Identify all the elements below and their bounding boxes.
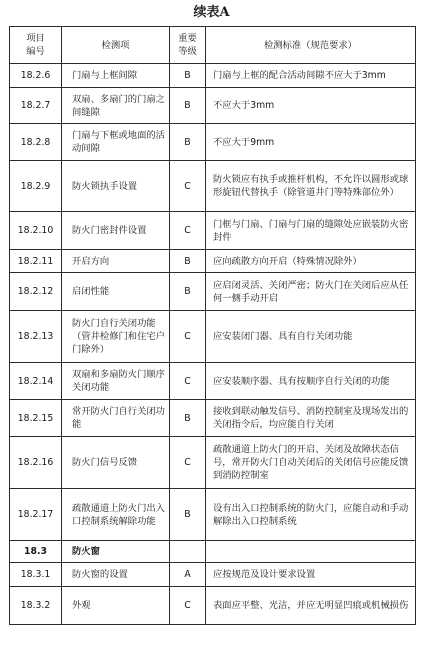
cell-importance-level: C <box>170 437 206 489</box>
header-item-number <box>10 27 62 64</box>
cell-inspection-item: 防火门信号反馈 <box>62 437 170 489</box>
cell-inspection-item: 门扇与下框或地面的活动间隙 <box>62 124 170 161</box>
cell-inspection-standard: 应按规范及设计要求设置 <box>206 563 416 587</box>
cell-item-number: 18.2.13 <box>10 311 62 363</box>
cell-inspection-standard: 应启闭灵活、关闭严密；防火门在关闭后应从任何一侧手动开启 <box>206 273 416 311</box>
cell-inspection-standard: 防火锁应有执手或推杆机构，不允许以圆形或球形旋钮代替执手（除管道井门等特殊部位外） <box>206 161 416 212</box>
cell-item-number: 18.2.8 <box>10 124 62 161</box>
cell-importance-level: B <box>170 250 206 273</box>
cell-importance-level: B <box>170 88 206 124</box>
table-row <box>10 161 416 212</box>
cell-importance-level: B <box>170 273 206 311</box>
cell-item-number: 18.2.17 <box>10 489 62 541</box>
cell-item-number: 18.3 <box>10 541 62 563</box>
header-inspection-standard: 检测标准（规范要求） <box>206 27 416 64</box>
cell-inspection-item: 防火门密封件设置 <box>62 212 170 250</box>
cell-item-number: 18.2.15 <box>10 400 62 437</box>
cell-importance-level: A <box>170 563 206 587</box>
table-row <box>10 363 416 400</box>
cell-inspection-item: 启闭性能 <box>62 273 170 311</box>
table-row <box>10 273 416 311</box>
inspection-table <box>9 26 416 625</box>
cell-inspection-item: 常开防火门自行关闭功能 <box>62 400 170 437</box>
cell-importance-level: C <box>170 212 206 250</box>
cell-item-number: 18.2.6 <box>10 64 62 88</box>
cell-inspection-standard: 疏散通道上防火门的开启、关闭及故障状态信号，常开防火门自动关闭后的关闭信号应能反馈到消防控制室 <box>206 437 416 489</box>
cell-inspection-standard: 应安装顺序器、具有按顺序自行关闭的功能 <box>206 363 416 400</box>
cell-inspection-item: 双扇、多扇门的门扇之间缝隙 <box>62 88 170 124</box>
cell-inspection-item: 防火窗 <box>62 541 170 563</box>
table-row <box>10 563 416 587</box>
cell-inspection-item: 外观 <box>62 587 170 625</box>
table-header-row <box>10 27 416 64</box>
cell-item-number: 18.2.11 <box>10 250 62 273</box>
section-row <box>10 541 416 563</box>
cell-importance-level: C <box>170 311 206 363</box>
cell-importance-level: C <box>170 363 206 400</box>
cell-importance-level: B <box>170 64 206 88</box>
table-row <box>10 437 416 489</box>
table-row <box>10 64 416 88</box>
table-row <box>10 587 416 625</box>
cell-inspection-standard: 接收到联动触发信号、消防控制室及现场发出的关闭指令后，均应能自行关闭 <box>206 400 416 437</box>
header-importance-level <box>170 27 206 64</box>
cell-inspection-standard: 应安装闭门器、具有自行关闭功能 <box>206 311 416 363</box>
cell-item-number: 18.3.2 <box>10 587 62 625</box>
cell-importance-level: C <box>170 587 206 625</box>
cell-inspection-standard: 门框与门扇、门扇与门扇的缝隙处应嵌装防火密封件 <box>206 212 416 250</box>
cell-inspection-item: 双扇和多扇防火门顺序关闭功能 <box>62 363 170 400</box>
cell-item-number: 18.2.9 <box>10 161 62 212</box>
cell-importance-level: B <box>170 124 206 161</box>
cell-inspection-item: 防火门自行关闭功能（管井检修门和住宅户门除外） <box>62 311 170 363</box>
header-item-number-line1: 项目 <box>26 33 45 44</box>
cell-inspection-standard: 应向疏散方向开启（特殊情况除外） <box>206 250 416 273</box>
cell-inspection-standard <box>206 541 416 563</box>
cell-inspection-item: 防火窗的设置 <box>62 563 170 587</box>
table-body <box>10 64 416 625</box>
cell-inspection-item: 开启方向 <box>62 250 170 273</box>
cell-inspection-standard: 门扇与上框的配合活动间隙不应大于3mm <box>206 64 416 88</box>
cell-importance-level: B <box>170 489 206 541</box>
cell-item-number: 18.2.7 <box>10 88 62 124</box>
cell-importance-level: B <box>170 400 206 437</box>
table-row <box>10 88 416 124</box>
cell-inspection-standard: 设有出入口控制系统的防火门，应能自动和手动解除出入口控制系统 <box>206 489 416 541</box>
header-importance-level-line1: 重要 <box>178 33 197 44</box>
header-inspection-item: 检测项 <box>62 27 170 64</box>
cell-importance-level: C <box>170 161 206 212</box>
table-row <box>10 400 416 437</box>
header-item-number-line2: 编号 <box>26 46 45 57</box>
cell-inspection-standard: 不应大于3mm <box>206 88 416 124</box>
cell-inspection-standard: 不应大于9mm <box>206 124 416 161</box>
table-row <box>10 124 416 161</box>
cell-item-number: 18.2.16 <box>10 437 62 489</box>
cell-item-number: 18.2.14 <box>10 363 62 400</box>
table-row <box>10 311 416 363</box>
table-row <box>10 489 416 541</box>
table-row <box>10 212 416 250</box>
table-row <box>10 250 416 273</box>
cell-inspection-item: 疏散通道上防火门出入口控制系统解除功能 <box>62 489 170 541</box>
cell-item-number: 18.2.12 <box>10 273 62 311</box>
cell-inspection-item: 防火锁执手设置 <box>62 161 170 212</box>
cell-item-number: 18.3.1 <box>10 563 62 587</box>
cell-importance-level <box>170 541 206 563</box>
header-importance-level-line2: 等级 <box>178 46 197 57</box>
cell-item-number: 18.2.10 <box>10 212 62 250</box>
page-title: 续表A <box>193 5 230 20</box>
cell-inspection-standard: 表面应平整、光洁，并应无明显凹痕或机械损伤 <box>206 587 416 625</box>
cell-inspection-item: 门扇与上框间隙 <box>62 64 170 88</box>
